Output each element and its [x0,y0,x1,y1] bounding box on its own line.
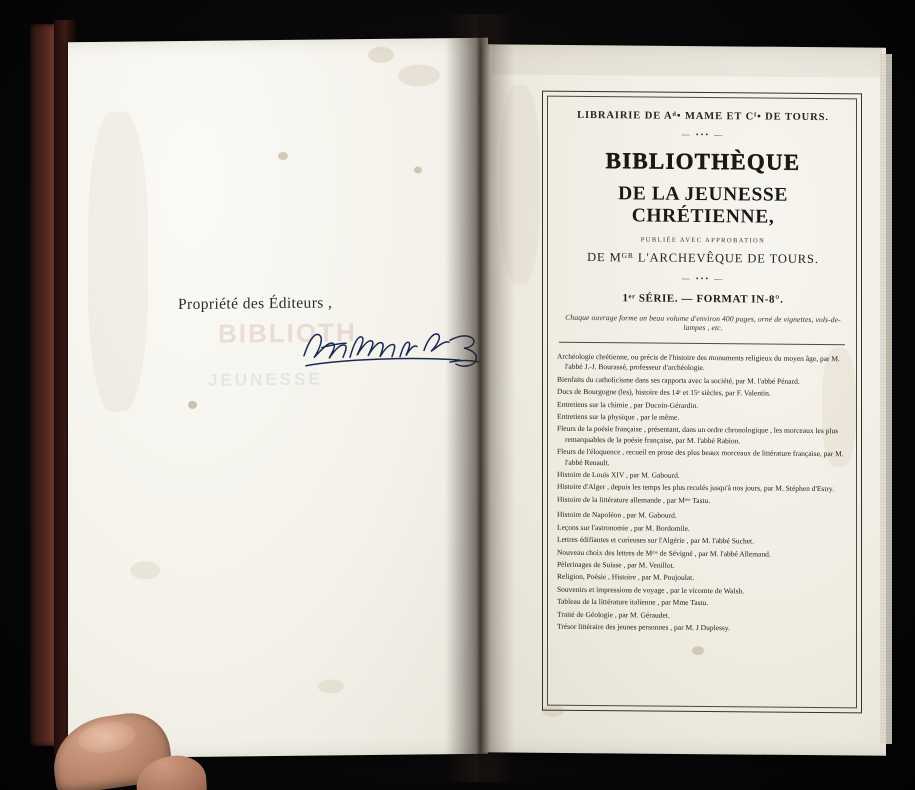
title-list-item: Souvenirs et impressions de voyage , par le vicomte de Walsh. [557,584,745,596]
title-list-item: Histoire d'Alger , depuis les temps les plus reculés jusqu'à nos jours, par M. Stéphen d'Estry. [557,482,835,494]
title-list-item: Tableau de la littérature italienne , par Mme Tastu. [557,596,709,608]
open-book [30,14,890,782]
foxing-spot [368,47,394,63]
foxing-spot [414,166,422,173]
title-group [557,352,849,508]
title-list-item: Religion, Poésie , Histoire , par M. Poujoulat. [557,572,695,583]
handwritten-signature [300,320,490,382]
title-group [557,510,849,635]
title-list-item: Histoire de Louis XIV , par M. Gabourd. [557,469,680,480]
title-list-item: Entretiens sur la chimie , par Ducoin-Gérardin. [557,399,699,410]
title-line-1: BIBLIOTHÈQUE [605,148,801,175]
title-list-item: Histoire de Napoléon , par M. Gabourd. [557,510,677,521]
title-list-item: Lettres édifiantes et curieuses sur l'Algérie , par M. l'abbé Suchet. [557,534,755,546]
publisher-line: LIBRAIRIE DE Aᵈ• MAME ET Cᶠ• DE TOURS. [577,109,829,124]
property-statement: Propriété des Éditeurs , [178,294,333,314]
foxing-spot [318,679,344,693]
advertisement-content [557,104,849,701]
foxing-spot [188,401,197,409]
ornament-divider-1: — ••• — [681,129,725,140]
format-note: Chaque ouvrage forme un beau volume d'environ 400 pages, orné de vignettes, vols-de-lampes , etc. [565,312,841,333]
archbishop-line: DE Mᴳᴿ L'ARCHEVÊQUE DE TOURS. [587,249,819,267]
foxing-spot [398,64,440,86]
foxing-spot [500,84,540,284]
offset-ghost-text-2: JEUNESSE [208,369,323,390]
advertisement-frame [542,91,862,714]
title-list [557,352,849,635]
foxing-spot [88,111,148,412]
foxing-spot [130,561,160,579]
ornament-divider-2: — ••• — [681,273,725,284]
title-list-item: Nouveau choix des lettres de Mᵐᵉ de Sévigné , par M. l'abbé Allemand. [557,547,771,559]
series-line: 1ᵉʳ SÉRIE. — FORMAT IN-8°. [622,292,784,306]
title-line-2: DE LA JEUNESSE CHRÉTIENNE, [618,183,788,228]
title-list-item: Bienfaits du catholicisme dans ses rapports avec la société, par M. l'abbé Pénard. [557,374,800,386]
page-edge-stack [880,54,892,744]
title-list-item: Pèlerinages de Suisse , par M. Venillot. [557,559,675,570]
foxing-spot [492,44,882,77]
title-list-item: Archéologie chrétienne, ou précis de l'histoire des monuments religieux du moyen âge, par M. l'abbé J.-J. Bourassé, professeur d'archéologie. [557,351,840,373]
title-list-item: Traité de Géologie , par M. Géraudet. [557,609,670,620]
title-list-item: Ducs de Bourgogne (les), histoire des 14ᵉ et 15ᵉ siècles, par F. Valentin. [557,386,771,398]
left-page [68,38,488,758]
approval-line: PUBLIÉE AVEC APPROBATION [640,236,766,245]
title-list-item: Trésor littéraire des jeunes personnes , par M. J Duplessy. [557,621,730,633]
title-list-item: Leçons sur l'astronomie , par M. Bordomile. [557,522,690,533]
title-list-item: Entretiens sur la physique , par le même. [557,411,680,422]
divider-rule [559,342,845,345]
title-list-item: Fleurs de l'éloquence , recueil en prose des plus beaux morceaux de littérature française, par M. l'abbé Renault. [557,446,844,467]
foxing-spot [278,152,288,160]
title-list-item: Fleurs de la poésie française , présentant, dans un ordre chronologique , les morceaux les plus remarquables de la poésie française, par M. l'abbé Rabion. [557,424,839,446]
title-list-item: Histoire de la littérature allemande , par Mᵐᵉ Tastu. [557,494,711,505]
offset-ghost-text: BIBLIOTH [218,317,357,349]
